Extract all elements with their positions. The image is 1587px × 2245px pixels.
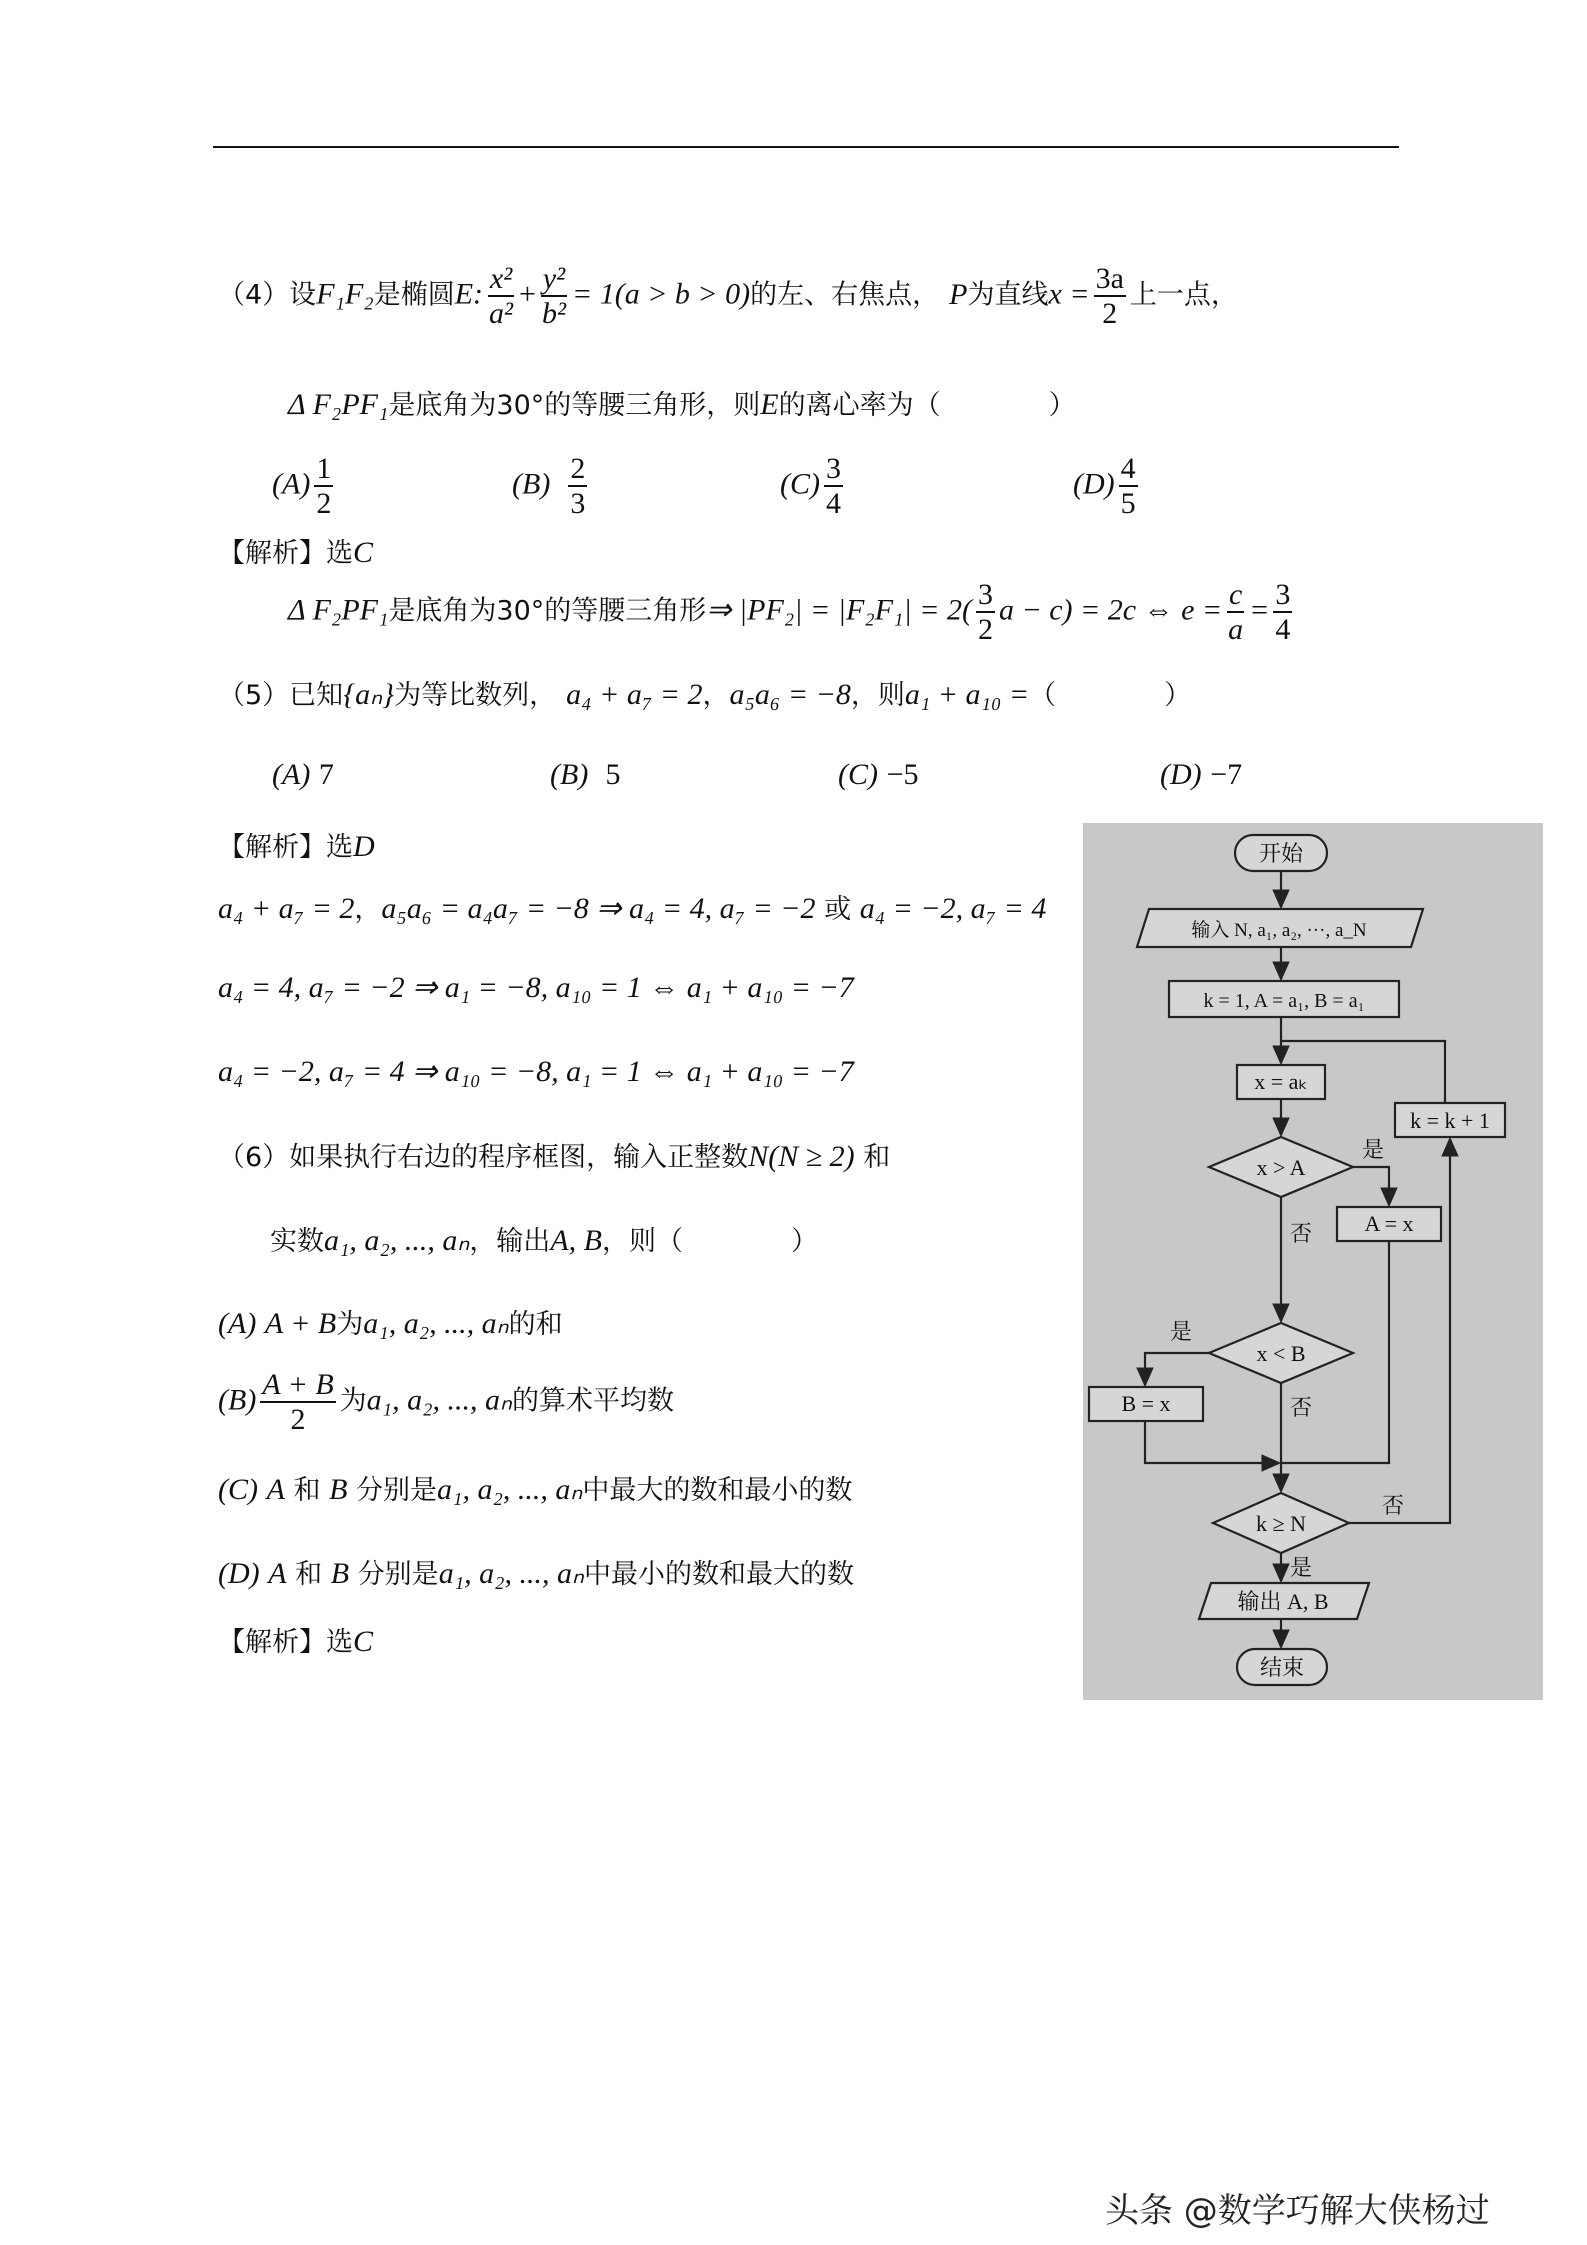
q5-option-d: (D) −7 xyxy=(1160,758,1243,791)
q5-option-a: (A) 7 xyxy=(272,758,334,791)
header-rule xyxy=(213,146,1399,148)
fraction: $\frac{\text{y²}}{\text{b²}}$ xyxy=(541,262,566,330)
fraction: $\frac{3a}{2}$ xyxy=(1095,262,1124,330)
q5-line1: （5）已知{aₙ}为等比数列， a₄ + a₇ = 2，a₅a₆ = −8，则a₁ + a₁₀ =（ ） xyxy=(218,678,1192,711)
q5-solution-line2: a₄ = 4, a₇ = −2 ⇒ a₁ = −8, a₁₀ = 1 ⇔ a₁ + a₁₀ = −7 xyxy=(218,971,854,1004)
q4-answer: 【解析】选C xyxy=(218,536,374,569)
set-B-label: B = x xyxy=(1121,1391,1171,1416)
q6-option-c: (C) A 和 B 分别是a₁, a₂, ..., aₙ中最大的数和最小的数 xyxy=(218,1473,853,1506)
q5-solution-line1: a₄ + a₇ = 2，a₅a₆ = a₄a₇ = −8 ⇒ a₄ = 4, a₇ = −2 或 a₄ = −2, a₇ = 4 xyxy=(218,892,1047,925)
input-label: 输入 N, a₁, a₂, ···, a_N xyxy=(1191,920,1367,941)
cond2-yes: 是 xyxy=(1169,1319,1193,1344)
q6-line1: （6）如果执行右边的程序框图，输入正整数N(N ≥ 2) 和 xyxy=(218,1140,891,1173)
init-label: k = 1, A = a₁, B = a₁ xyxy=(1203,990,1365,1012)
cond3-no: 否 xyxy=(1381,1493,1405,1518)
q5-solution-line3: a₄ = −2, a₇ = 4 ⇒ a₁₀ = −8, a₁ = 1 ⇔ a₁ + a₁₀ = −7 xyxy=(218,1055,854,1088)
q6-option-b: (B) $\frac{A + B}{2}$ 为a₁, a₂, ..., aₙ的算术平均数 xyxy=(218,1368,674,1436)
q4-option-c: (C) $\frac{3}{4}$ xyxy=(780,452,841,520)
cond2-no: 否 xyxy=(1289,1395,1313,1420)
output-label: 输出 A, B xyxy=(1237,1589,1329,1614)
q4-option-d: (D) $\frac{4}{5}$ xyxy=(1073,452,1136,520)
flowchart xyxy=(1083,823,1543,1700)
start-label: 开始 xyxy=(1258,841,1304,866)
increment-label: k = k + 1 xyxy=(1410,1108,1490,1133)
q4-option-b: (B) $\frac{2}{3}$ xyxy=(512,452,586,520)
q4-solution: Δ F₂PF₁是底角为30°的等腰三角形⇒ |PF₂| = |F₂F₁| = 2( $\frac{3}{2}$ a − c) = 2c ⇔ e = $\frac{c}{a}$ = $\frac{3}{4}$ xyxy=(288,578,1291,646)
q5-answer: 【解析】选D xyxy=(218,830,375,863)
flowchart-photo xyxy=(1083,823,1543,1700)
cond1-yes: 是 xyxy=(1361,1137,1385,1162)
cond1-label: x > A xyxy=(1256,1155,1306,1180)
q6-line2: 实数a₁, a₂, ..., aₙ，输出A, B，则（ ） xyxy=(270,1224,818,1257)
cond2-label: x < B xyxy=(1256,1341,1306,1366)
set-A-label: A = x xyxy=(1364,1211,1414,1236)
q5-option-b: (B) 5 xyxy=(550,758,621,791)
q4-line1: （4）设F₁F₂是椭圆E: $\frac{\text{x²}}{\text{a²}}$ + $\frac{\text{y²}}{\text{b²}}$ = 1(a > b > 0)的左、右焦点， P为直线x = $\frac{3a}{2}$ 上一点， xyxy=(218,262,1238,330)
watermark: 头条 @数学巧解大侠杨过 xyxy=(1105,2191,1490,2231)
q6-option-d: (D) A 和 B 分别是a₁, a₂, ..., aₙ中最小的数和最大的数 xyxy=(218,1557,854,1590)
cond1-no: 否 xyxy=(1289,1221,1313,1246)
q6-answer: 【解析】选C xyxy=(218,1625,374,1658)
fraction: $\frac{\text{x²}}{\text{a²}}$ xyxy=(489,262,514,330)
cond3-label: k ≥ N xyxy=(1256,1511,1306,1536)
q6-option-a: (A) A + B为a₁, a₂, ..., aₙ的和 xyxy=(218,1307,563,1340)
q5-option-c: (C) −5 xyxy=(838,758,919,791)
end-label: 结束 xyxy=(1259,1655,1305,1680)
assign-label: x = aₖ xyxy=(1254,1069,1308,1094)
q4-option-a: (A) $\frac{1}{2}$ xyxy=(272,452,332,520)
cond3-yes: 是 xyxy=(1289,1555,1313,1580)
q4-line2: Δ F₂PF₁是底角为30°的等腰三角形，则E的离心率为（ ） xyxy=(288,388,1076,421)
q4-number: （4）设 xyxy=(218,279,317,311)
